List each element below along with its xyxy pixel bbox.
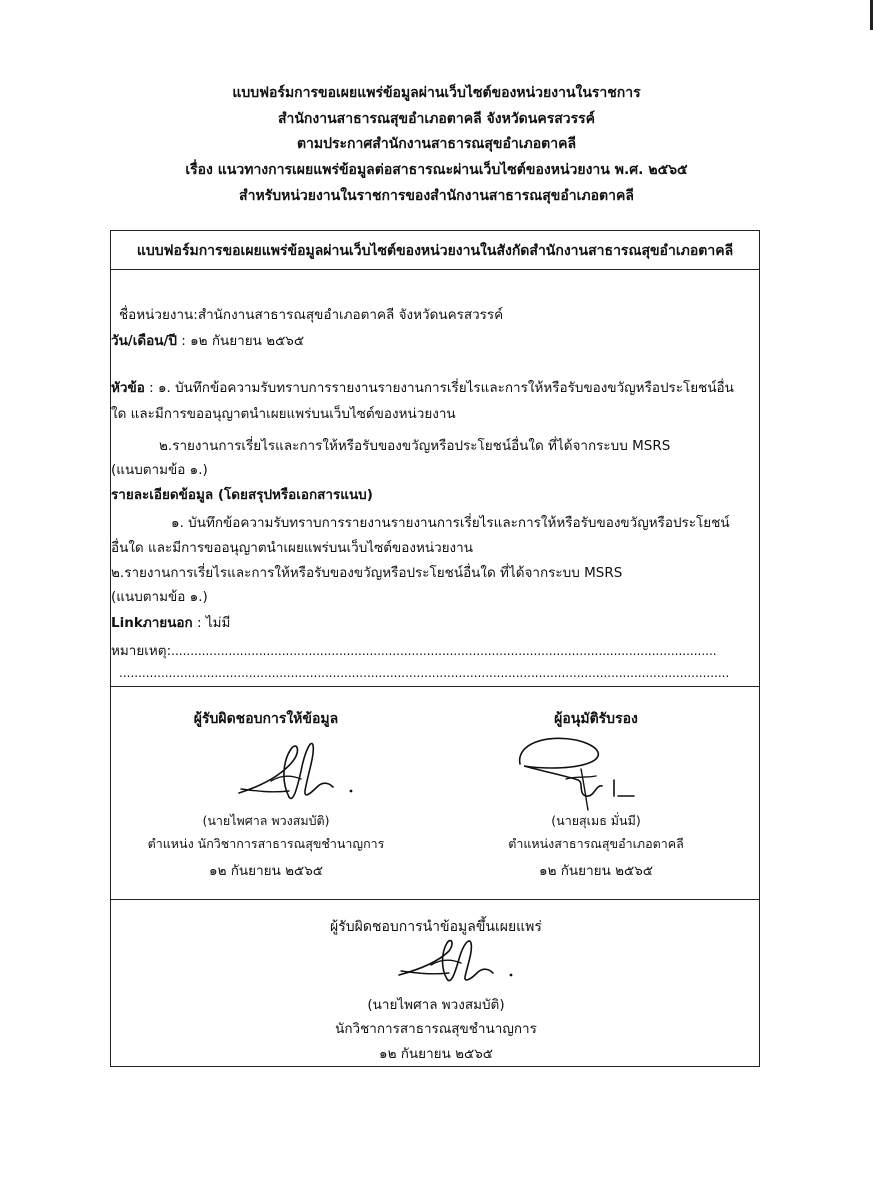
note-line: [111, 639, 717, 661]
left-signature-image: [231, 731, 361, 811]
note-dots-2: ................................................................................................................................................................: [119, 666, 730, 680]
left-sig-name: (นายไพศาล พวงสมบัติ): [202, 813, 330, 828]
topic-text-1: : ๑. บันทึกข้อความรับทราบการรายงานรายงานการเรี่ยไรและการให้หรือรับของขวัญหรือประโยชน์อื่น: [144, 380, 734, 396]
bottom-sig-date: ๑๒ กันยายน ๒๕๖๕: [379, 1046, 493, 1062]
right-sig-position: ตำแหน่งสาธารณสุขอำเภอตาคลี: [508, 836, 684, 851]
date-line: [111, 329, 304, 351]
detail-text-4: (แนบตามข้อ ๑.): [111, 589, 208, 605]
left-sig-position: ตำแหน่ง นักวิชาการสาธารณสุขชำนาญการ: [147, 836, 385, 851]
detail-text-3: ๒.รายงานการเรี่ยไรและการให้หรือรับของขวัญหรือประโยชน์อื่นใด ที่ได้จากระบบ MSRS: [111, 565, 623, 581]
topic-label: หัวข้อ: [111, 380, 145, 396]
title-divider: [111, 269, 759, 270]
topic-text-4: (แนบตามข้อ ๑.): [111, 462, 208, 478]
left-sig-heading: ผู้รับผิดชอบการให้ข้อมูล: [193, 711, 339, 727]
bottom-sig-heading: ผู้รับผิดชอบการนำข้อมูลขึ้นเผยแพร่: [330, 919, 542, 935]
right-signature-image: [506, 724, 676, 814]
note-divider: [111, 686, 759, 687]
header-line-3: ตามประกาศสำนักงานสาธารณสุขอำเภอตาคลี: [296, 136, 577, 152]
agency-value: สำนักงานสาธารณสุขอำเภอตาคลี จังหวัดนครสวรรค์: [197, 307, 504, 323]
topic-text-3: ๒.รายงานการเรี่ยไรและการให้หรือรับของขวัญหรือประโยชน์อื่นใด ที่ได้จากระบบ MSRS: [159, 438, 671, 454]
right-sig-date: ๑๒ กันยายน ๒๕๖๕: [539, 863, 653, 879]
detail-text-1: ๑. บันทึกข้อความรับทราบการรายงานรายงานการเรี่ยไรและการให้หรือรับของขวัญหรือประโยชน์: [171, 515, 730, 531]
form-title: แบบฟอร์มการขอเผยแพร่ข้อมูลผ่านเว็บไซต์ของหน่วยงานในสังกัดสำนักงานสาธารณสุขอำเภอตาคลี: [136, 243, 734, 259]
link-label: Linkภายนอก: [111, 615, 193, 631]
header-line-2: สำนักงานสาธารณสุขอำเภอตาคลี จังหวัดนครสวรรค์: [277, 111, 596, 127]
header-line-1: แบบฟอร์มการขอเผยแพร่ข้อมูลผ่านเว็บไซต์ของหน่วยงานในราชการ: [232, 85, 641, 101]
date-value: : ๑๒ กันยายน ๒๕๖๕: [176, 333, 305, 349]
agency-label: ชื่อหน่วยงาน:: [119, 307, 198, 323]
detail-label: รายละเอียดข้อมูล (โดยสรุปหรือเอกสารแนบ): [111, 487, 373, 503]
right-sig-name: (นายสุเมธ มั่นมี): [551, 813, 641, 828]
left-sig-date: ๑๒ กันยายน ๒๕๖๕: [209, 863, 323, 879]
date-label: วัน/เดือน/ปี: [111, 333, 177, 349]
bottom-sig-name: (นายไพศาล พวงสมบัติ): [367, 997, 505, 1013]
note-dots-1: ...............................................................................................................................................: [171, 644, 717, 658]
bottom-sig-position: นักวิชาการสาธารณสุขชำนาญการ: [335, 1021, 537, 1037]
note-label: หมายเหตุ:: [111, 643, 172, 659]
topic-line-1: [111, 376, 734, 398]
link-line: [111, 611, 230, 633]
agency-line: [119, 303, 503, 325]
header-line-5: สำหรับหน่วยงานในราชการของสำนักงานสาธารณสุขอำเภอตาคลี: [239, 188, 634, 204]
form-frame: [110, 230, 760, 1067]
header-line-4: เรื่อง แนวทางการเผยแพร่ข้อมูลต่อสาธารณะผ่านเว็บไซต์ของหน่วยงาน พ.ศ. ๒๕๖๕: [185, 162, 688, 178]
signature-divider: [111, 899, 759, 900]
link-value: : ไม่มี: [192, 615, 231, 631]
right-sig-heading: ผู้อนุมัติรับรอง: [554, 711, 638, 727]
bottom-signature-image: [391, 931, 521, 991]
detail-text-2: อื่นใด และมีการขออนุญาตนำเผยแพร่บนเว็บไซต์ของหน่วยงาน: [111, 540, 473, 556]
topic-text-2: ใด และมีการขออนุญาตนำเผยแพร่บนเว็บไซต์ของหน่วยงาน: [111, 406, 456, 422]
